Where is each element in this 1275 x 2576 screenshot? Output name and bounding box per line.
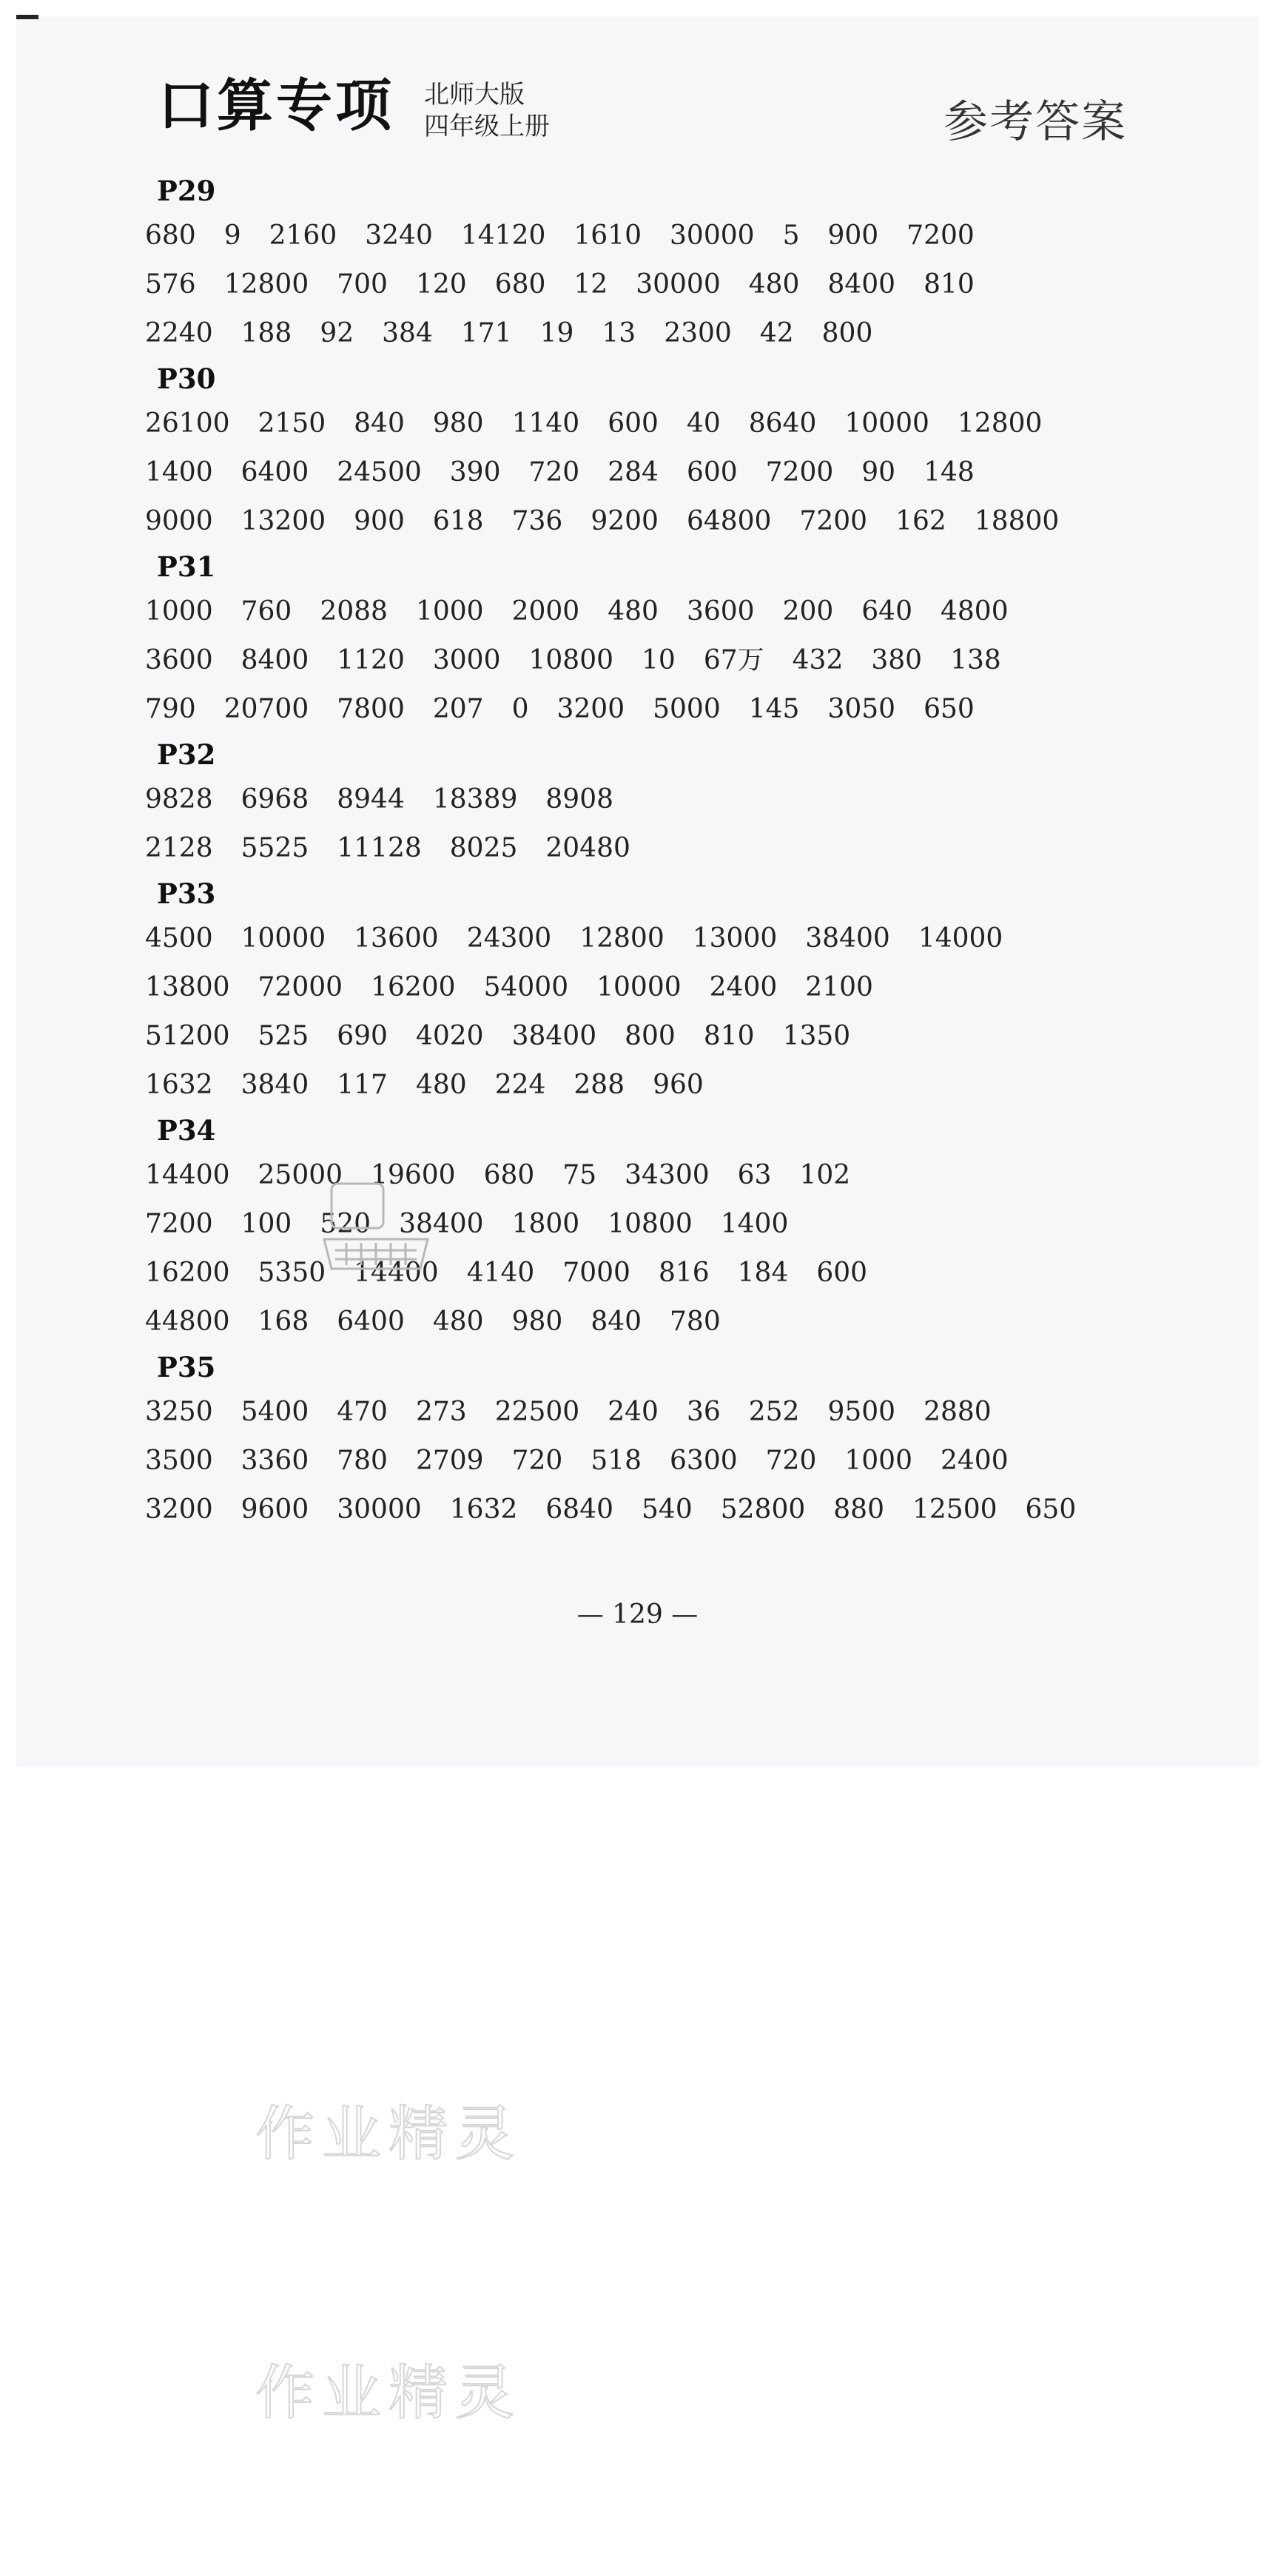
answer-value: 168 (258, 1306, 309, 1337)
answer-value: 4500 (145, 923, 213, 954)
answer-value: 3250 (145, 1397, 213, 1427)
answer-value: 2000 (511, 596, 580, 627)
brand-title: 口算专项 (158, 73, 394, 138)
answer-value: 480 (432, 1306, 484, 1337)
answer-row (145, 1437, 1151, 1486)
answer-value: 224 (494, 1070, 546, 1100)
answer-value: 960 (653, 1070, 704, 1100)
answer-value: 736 (511, 506, 563, 536)
answer-value: 4020 (415, 1021, 484, 1051)
edition-line-1: 北师大版 (424, 80, 525, 109)
answer-value: 5350 (258, 1258, 326, 1288)
answer-value: 14000 (918, 923, 1003, 954)
answer-value: 3240 (365, 220, 433, 251)
answer-row (145, 212, 1151, 260)
answer-value: 618 (432, 506, 484, 536)
answer-value: 1400 (145, 457, 213, 488)
answer-row (145, 963, 1151, 1012)
answer-value: 680 (494, 269, 546, 300)
answer-value: 640 (861, 596, 912, 627)
answer-value: 540 (642, 1494, 693, 1525)
answer-value: 26100 (145, 408, 230, 439)
answer-value: 3500 (145, 1446, 213, 1476)
answer-value: 2100 (805, 972, 873, 1002)
answer-value: 900 (354, 506, 405, 536)
answer-row (145, 685, 1151, 734)
answer-value: 30000 (636, 269, 721, 300)
answer-value: 600 (816, 1258, 868, 1288)
answer-value: 38400 (511, 1021, 597, 1051)
answer-value: 7800 (337, 694, 405, 724)
answer-value: 2150 (258, 408, 326, 439)
answer-row (145, 587, 1151, 636)
answer-row (145, 914, 1151, 963)
answer-value: 6400 (337, 1306, 405, 1337)
answer-value: 162 (895, 506, 946, 536)
answer-value: 3600 (145, 645, 213, 675)
answer-value: 8400 (827, 269, 896, 300)
answer-value: 40 (686, 408, 721, 439)
answer-value: 64800 (686, 506, 772, 536)
answer-value: 6968 (240, 784, 309, 815)
answer-value: 720 (765, 1446, 817, 1476)
section-label: P34 (157, 1114, 216, 1147)
answer-value: 11128 (337, 833, 422, 863)
answer-value: 145 (748, 694, 800, 724)
answer-value: 800 (625, 1021, 676, 1051)
answer-value: 273 (415, 1397, 467, 1427)
answer-value: 148 (924, 457, 975, 488)
section-label: P31 (157, 550, 216, 583)
answer-value: 380 (871, 645, 923, 675)
answer-value: 20700 (223, 694, 309, 724)
answer-value: 38400 (399, 1209, 484, 1239)
answer-value: 700 (337, 269, 388, 300)
answer-value: 480 (748, 269, 800, 300)
answer-value: 390 (449, 457, 501, 488)
page-number: — 129 — (576, 1599, 699, 1630)
answer-value: 102 (799, 1160, 851, 1190)
answer-value: 12800 (957, 408, 1043, 439)
answer-value: 284 (608, 457, 659, 488)
scan-corner-mark (16, 15, 38, 19)
section-label: P32 (157, 738, 216, 771)
answer-value: 6300 (670, 1446, 738, 1476)
answer-value: 790 (145, 694, 196, 724)
answer-row (145, 1249, 1151, 1298)
answer-value: 52800 (720, 1494, 806, 1525)
answer-value: 2128 (145, 833, 213, 863)
answer-value: 5400 (240, 1397, 309, 1427)
answer-value: 63 (737, 1160, 772, 1190)
answer-value: 1000 (145, 596, 213, 627)
answer-value: 30000 (670, 220, 755, 251)
answer-value: 5525 (240, 833, 309, 863)
watermark-stamp-icon (317, 1169, 443, 1280)
answer-value: 72000 (258, 972, 343, 1002)
answer-value: 680 (483, 1160, 535, 1190)
answer-value: 13600 (354, 923, 439, 954)
answer-value: 5 (782, 220, 800, 251)
answer-value: 90 (861, 457, 896, 488)
answer-value: 1000 (844, 1446, 912, 1476)
answer-value: 13000 (692, 923, 778, 954)
answer-value: 2088 (320, 596, 388, 627)
answer-value: 1632 (145, 1070, 213, 1100)
answer-value: 720 (528, 457, 580, 488)
answer-value: 1000 (415, 596, 484, 627)
answer-value: 525 (258, 1021, 309, 1051)
answer-key-title: 参考答案 (943, 96, 1127, 148)
answer-value: 19600 (371, 1160, 456, 1190)
answer-row (145, 399, 1151, 448)
answer-row (145, 824, 1151, 873)
answer-value: 1350 (782, 1021, 851, 1051)
answer-row (145, 1061, 1151, 1110)
answer-value: 200 (782, 596, 834, 627)
answer-value: 9500 (827, 1397, 896, 1427)
answer-value: 470 (337, 1397, 388, 1427)
answer-value: 3360 (240, 1446, 309, 1476)
answer-value: 184 (737, 1258, 789, 1288)
answer-value: 36 (686, 1397, 721, 1427)
answer-row (145, 1151, 1151, 1200)
edition-line-2: 四年级上册 (424, 111, 550, 141)
answer-row (145, 448, 1151, 497)
answer-value: 1140 (511, 408, 580, 439)
answer-row (145, 1012, 1151, 1061)
answer-value: 800 (821, 318, 873, 348)
answer-value: 18800 (974, 506, 1060, 536)
section-label: P33 (157, 877, 216, 910)
answer-value: 900 (827, 220, 879, 251)
answer-value: 120 (415, 269, 467, 300)
answer-value: 2400 (709, 972, 778, 1002)
answer-value: 1120 (337, 645, 405, 675)
answer-value: 520 (320, 1209, 371, 1239)
answer-value: 8944 (337, 784, 405, 815)
answer-value: 12800 (579, 923, 665, 954)
answer-value: 384 (382, 318, 433, 348)
answer-value: 20480 (545, 833, 630, 863)
answer-value: 19 (539, 318, 574, 348)
page-header (158, 73, 1127, 159)
answer-value: 24500 (337, 457, 422, 488)
answer-value: 3600 (686, 596, 755, 627)
answer-value: 9000 (145, 506, 213, 536)
answer-value: 10 (642, 645, 676, 675)
answer-value: 7000 (562, 1258, 630, 1288)
answer-value: 13800 (145, 972, 230, 1002)
answer-value: 1632 (449, 1494, 518, 1525)
answer-value: 10800 (528, 645, 614, 675)
answer-value: 2880 (924, 1397, 992, 1427)
section-label: P35 (157, 1351, 216, 1383)
answer-value: 9200 (591, 506, 659, 536)
answer-value: 8908 (545, 784, 614, 815)
answer-value: 1800 (511, 1209, 580, 1239)
answer-value: 8640 (748, 408, 817, 439)
answer-value: 0 (511, 694, 529, 724)
section-label: P30 (157, 363, 216, 395)
answer-value: 600 (686, 457, 738, 488)
answer-value: 13200 (240, 506, 326, 536)
answer-value: 14120 (460, 220, 546, 251)
answer-value: 480 (608, 596, 659, 627)
answer-value: 7200 (765, 457, 834, 488)
answer-value: 288 (573, 1070, 625, 1100)
answer-value: 8400 (240, 645, 309, 675)
answer-value: 10000 (844, 408, 929, 439)
answer-value: 22500 (494, 1397, 580, 1427)
answer-value: 171 (460, 318, 512, 348)
answer-value: 690 (337, 1021, 388, 1051)
answer-value: 9 (223, 220, 241, 251)
answer-value: 16200 (145, 1258, 230, 1288)
watermark-text: 作业精灵 (255, 2358, 522, 2427)
answer-row (145, 497, 1151, 546)
answer-value: 980 (432, 408, 484, 439)
answer-value: 38400 (805, 923, 890, 954)
answer-row (145, 1298, 1151, 1346)
watermark-text: 作业精灵 (255, 2100, 522, 2168)
answer-value: 42 (759, 318, 794, 348)
answer-value: 7200 (799, 506, 868, 536)
answer-value: 680 (145, 220, 196, 251)
answer-value: 2709 (415, 1446, 484, 1476)
answer-value: 810 (703, 1021, 755, 1051)
answer-value: 720 (511, 1446, 563, 1476)
answer-row (145, 1200, 1151, 1249)
answer-value: 117 (337, 1070, 388, 1100)
answer-value: 6400 (240, 457, 309, 488)
answer-row (145, 775, 1151, 824)
answer-value: 13 (602, 318, 636, 348)
answer-row (145, 1388, 1151, 1437)
answer-value: 3000 (432, 645, 501, 675)
answer-value: 51200 (145, 1021, 230, 1051)
answer-value: 2400 (941, 1446, 1009, 1476)
answer-value: 518 (591, 1446, 642, 1476)
answer-value: 2160 (269, 220, 337, 251)
answer-value: 92 (320, 318, 354, 348)
answer-value: 4800 (941, 596, 1009, 627)
answer-value: 650 (924, 694, 975, 724)
answer-value: 3840 (240, 1070, 309, 1100)
answer-value: 840 (354, 408, 405, 439)
answer-value: 44800 (145, 1306, 230, 1337)
answer-value: 1610 (573, 220, 642, 251)
answer-value: 480 (415, 1070, 467, 1100)
edition-info (424, 79, 550, 142)
answer-value: 810 (924, 269, 975, 300)
answer-value: 252 (748, 1397, 800, 1427)
answer-value: 760 (240, 596, 292, 627)
answer-value: 54000 (483, 972, 569, 1002)
answer-value: 14400 (354, 1258, 439, 1288)
answer-value: 67万 (703, 645, 764, 675)
answer-value: 980 (511, 1306, 563, 1337)
answer-value: 780 (337, 1446, 388, 1476)
answer-value: 138 (950, 645, 1001, 675)
answer-value: 3050 (827, 694, 896, 724)
answer-value: 9600 (240, 1494, 309, 1525)
answer-value: 2240 (145, 318, 213, 348)
answer-value: 34300 (625, 1160, 710, 1190)
answer-value: 7200 (906, 220, 975, 251)
answer-value: 10800 (608, 1209, 693, 1239)
answer-value: 7200 (145, 1209, 213, 1239)
answer-value: 1400 (720, 1209, 789, 1239)
answer-value: 207 (432, 694, 484, 724)
answer-value: 432 (792, 645, 844, 675)
answer-row (145, 636, 1151, 685)
answer-value: 75 (562, 1160, 597, 1190)
answer-value: 5000 (653, 694, 721, 724)
answer-row (145, 1486, 1151, 1534)
answer-value: 14400 (145, 1160, 230, 1190)
answer-value: 100 (240, 1209, 292, 1239)
answer-value: 840 (591, 1306, 642, 1337)
answer-value: 25000 (258, 1160, 343, 1190)
answer-value: 188 (240, 318, 292, 348)
answer-value: 816 (658, 1258, 710, 1288)
answer-value: 12500 (912, 1494, 998, 1525)
answer-row (145, 309, 1151, 358)
answer-value: 24300 (466, 923, 552, 954)
answer-value: 9828 (145, 784, 213, 815)
answer-value: 10000 (240, 923, 326, 954)
answer-value: 576 (145, 269, 196, 300)
answer-row (145, 260, 1151, 309)
answer-value: 6840 (545, 1494, 614, 1525)
answer-value: 650 (1025, 1494, 1077, 1525)
answer-value: 12 (573, 269, 608, 300)
answer-value: 780 (670, 1306, 721, 1337)
answer-value: 2300 (664, 318, 732, 348)
answer-value: 3200 (145, 1494, 213, 1525)
answer-value: 16200 (371, 972, 456, 1002)
answer-value: 30000 (337, 1494, 422, 1525)
answer-value: 10000 (596, 972, 682, 1002)
answer-value: 8025 (449, 833, 518, 863)
answer-value: 600 (608, 408, 659, 439)
section-label: P29 (157, 175, 216, 207)
answer-value: 240 (608, 1397, 659, 1427)
answer-value: 4140 (466, 1258, 535, 1288)
answer-value: 18389 (432, 784, 518, 815)
answer-value: 880 (833, 1494, 884, 1525)
answer-value: 12800 (223, 269, 309, 300)
answer-value: 3200 (556, 694, 625, 724)
answer-content (145, 170, 1151, 1534)
